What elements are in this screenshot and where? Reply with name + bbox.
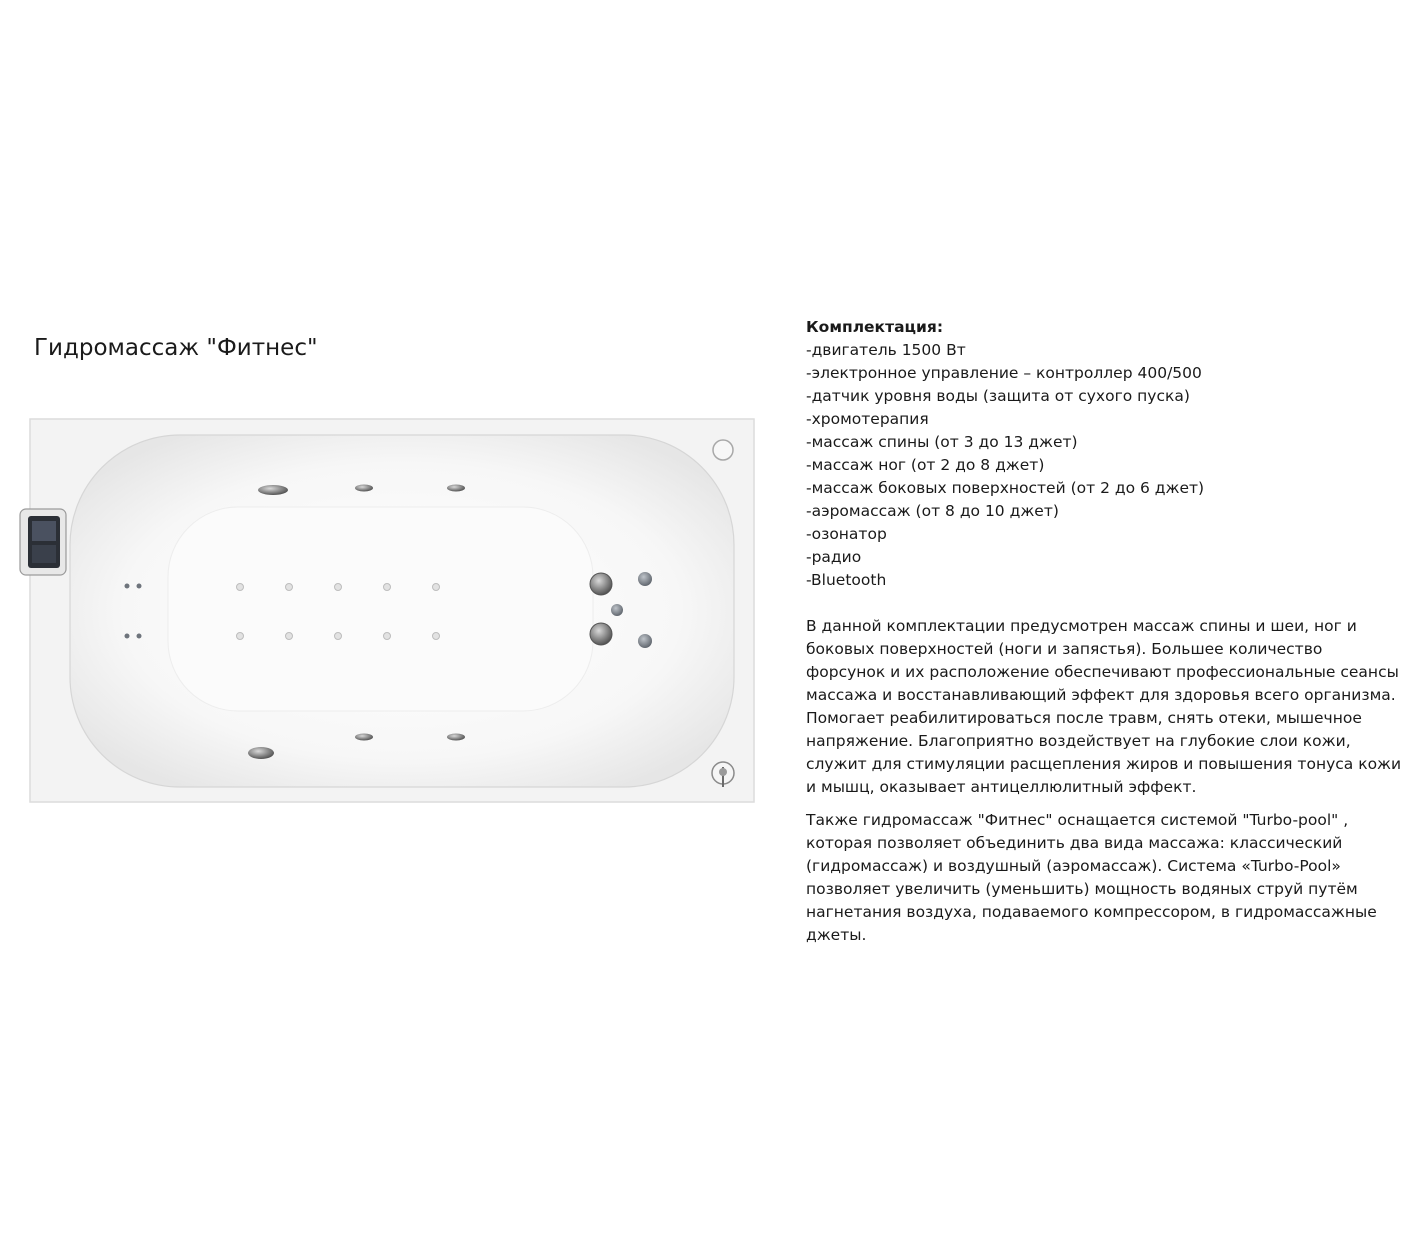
control-panel-icon — [20, 509, 66, 575]
description-paragraph: В данной комплектации предусмотрен массаж спины и шеи, ног и боковых поверхностей (ноги и запястья). Большее количество форсунок и их расположение обеспечивают профессиональные сеансы массажа и восстанавливающий эффект для здоровья всего организма. Помогает реабилитироваться после травм, снять отеки, мышечное напряжение. Благоприятно воздействует на глубокие слои кожи, служит для стимуляции расщепления жиров и повышения тонуса кожи и мышц, оказывает антицеллюлитный эффект. — [806, 617, 1402, 796]
overflow-button-icon — [713, 440, 733, 460]
equipment-description — [806, 316, 1406, 947]
equipment-item: -хромотерапия — [806, 410, 929, 428]
equipment-item: -озонатор — [806, 525, 887, 543]
bathtub-top-view — [18, 415, 760, 807]
equipment-item: -радио — [806, 548, 862, 566]
turbo-pool-paragraph: Также гидромассаж "Фитнес" оснащается системой "Turbo-pool" , которая позволяет объединить два вида массажа: классический (гидромассаж) и воздушный (аэромассаж). Система «Turbo-Pool» позволяет увеличить (уменьшить) мощность водяных струй путём нагнетания воздуха, подаваемого компрессором, в гидромассажные джеты. — [806, 811, 1377, 944]
equipment-item: -датчик уровня воды (защита от сухого пуска) — [806, 387, 1190, 405]
bathtub-illustration — [18, 415, 760, 807]
equipment-item: -электронное управление – контроллер 400/500 — [806, 364, 1202, 382]
equipment-list — [806, 339, 1406, 592]
tub-floor — [168, 507, 593, 711]
equipment-item: -массаж ног (от 2 до 8 джет) — [806, 456, 1045, 474]
equipment-item: -аэромассаж (от 8 до 10 джет) — [806, 502, 1059, 520]
equipment-item: -массаж спины (от 3 до 13 джет) — [806, 433, 1078, 451]
equipment-heading: Комплектация: — [806, 318, 944, 336]
equipment-item: -массаж боковых поверхностей (от 2 до 6 джет) — [806, 479, 1205, 497]
page-title: Гидромассаж "Фитнес" — [34, 335, 318, 361]
equipment-item: -двигатель 1500 Вт — [806, 341, 966, 359]
equipment-item: -Bluetooth — [806, 571, 887, 589]
